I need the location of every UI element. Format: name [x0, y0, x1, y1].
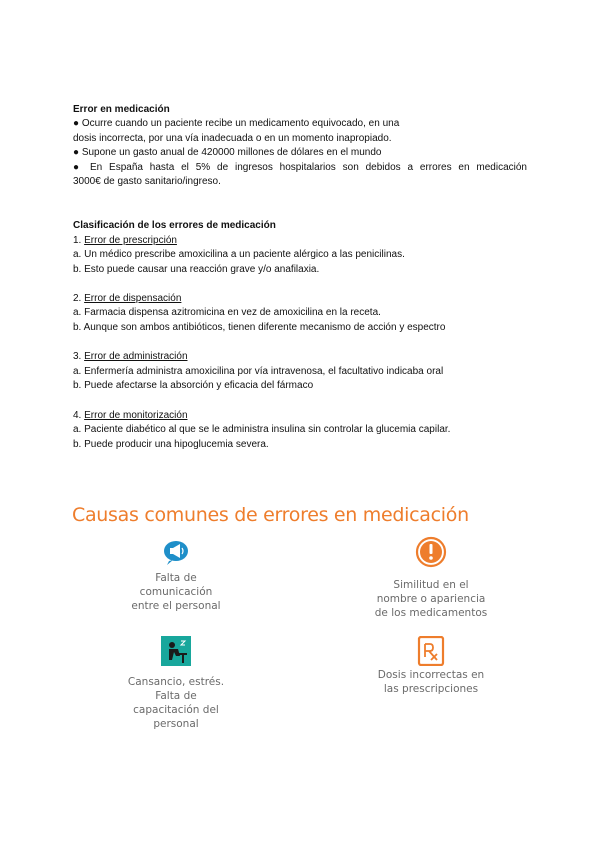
section-title-error: Error en medicación: [73, 104, 170, 115]
group-item-b: b. Puede afectarse la absorción y eficacia del fármaco: [73, 380, 314, 391]
group-item-a: a. Enfermería administra amoxicilina por vía intravenosa, el facultativo indicaba oral: [73, 366, 444, 377]
cause-caption-line: Falta de: [155, 690, 197, 702]
paragraph-line: ● Ocurre cuando un paciente recibe un medicamento equivocado, en una: [73, 118, 400, 129]
group-item-b: b. Esto puede causar una reacción grave y/o anafilaxia.: [73, 264, 320, 275]
cause-caption-line: entre el personal: [131, 600, 221, 612]
group-heading-3: 3. Error de administración: [73, 351, 188, 362]
exclamation-icon: [415, 536, 447, 568]
group-item-a: a. Paciente diabético al que se le administra insulina sin controlar la glucemia capilar.: [73, 424, 451, 435]
cause-caption-line: Cansancio, estrés.: [127, 676, 225, 688]
group-item-b: b. Puede producir una hipoglucemia severa.: [73, 439, 269, 450]
cause-caption-line: capacitación del: [133, 704, 219, 716]
cause-caption-line: personal: [153, 718, 199, 730]
infographic-title: Causas comunes de errores en medicación: [72, 504, 469, 526]
cause-caption-line: nombre o apariencia: [376, 593, 486, 605]
megaphone-icon: [161, 539, 191, 565]
paragraph-line: 3000€ de gasto sanitario/ingreso.: [73, 176, 221, 187]
group-heading-4: 4. Error de monitorización: [73, 410, 188, 421]
cause-caption-line: Similitud en el: [393, 579, 469, 591]
group-heading-1: 1. Error de prescripción: [73, 235, 177, 246]
cause-caption-line: comunicación: [139, 586, 213, 598]
tired-worker-icon: [161, 636, 191, 666]
cause-caption-line: de los medicamentos: [374, 607, 488, 619]
cause-caption-line: las prescripciones: [383, 683, 479, 695]
paragraph-line: dosis incorrecta, por una vía inadecuada o en un momento inapropiado.: [73, 133, 392, 144]
cause-dosing: [356, 636, 506, 696]
cause-communication: [101, 539, 251, 613]
cause-caption-line: Dosis incorrectas en: [377, 669, 485, 681]
group-heading-2: 2. Error de dispensación: [73, 293, 182, 304]
group-item-a: a. Farmacia dispensa azitromicina en vez de amoxicilina en la receta.: [73, 307, 381, 318]
paragraph-line: ● En España hasta el 5% de ingresos hospitalarios son debidos a errores en medicación: [73, 162, 527, 173]
prescription-icon: [417, 636, 445, 666]
cause-fatigue: [101, 636, 251, 731]
paragraph-line: ● Supone un gasto anual de 420000 millones de dólares en el mundo: [73, 147, 382, 158]
section-title-classification: Clasificación de los errores de medicación: [73, 220, 276, 231]
group-item-a: a. Un médico prescribe amoxicilina a un paciente alérgico a las penicilinas.: [73, 249, 405, 260]
group-item-b: b. Aunque son ambos antibióticos, tienen diferente mecanismo de acción y espectro: [73, 322, 446, 333]
cause-caption-line: Falta de: [155, 572, 197, 584]
cause-similarity: [356, 536, 506, 620]
